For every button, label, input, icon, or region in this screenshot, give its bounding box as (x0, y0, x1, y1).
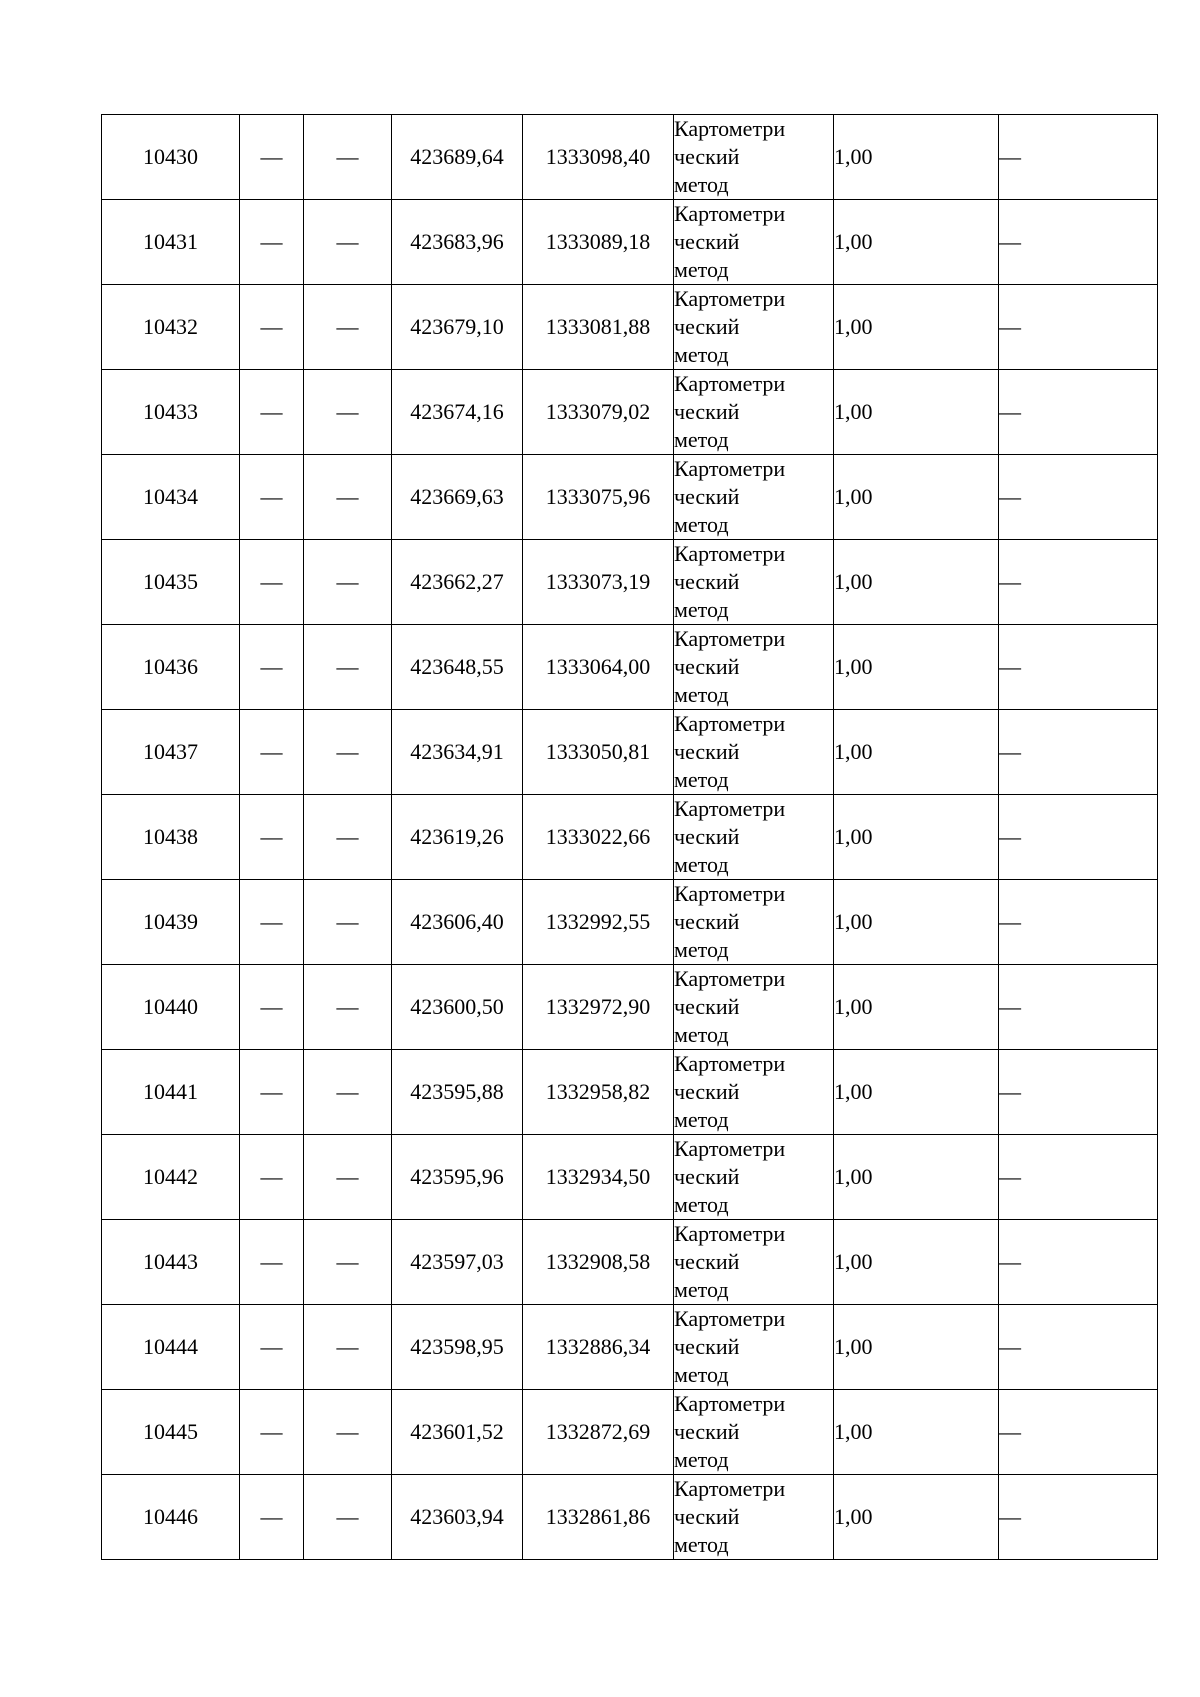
method-text-line: ческий (674, 909, 740, 934)
x-coordinate-cell: 423634,91 (392, 710, 523, 795)
table-row (102, 200, 1158, 285)
method-text-line: Картометри (674, 626, 786, 651)
accuracy-cell: 1,00 (834, 710, 999, 795)
y-coordinate-cell: 1332886,34 (523, 1305, 674, 1390)
empty-dash-cell: — (304, 1050, 392, 1135)
table-row (102, 1390, 1158, 1475)
method-text-line: метод (674, 1022, 729, 1047)
method-text-line: метод (674, 342, 729, 367)
empty-dash-cell: — (240, 1475, 304, 1560)
empty-dash-cell: — (304, 1475, 392, 1560)
empty-dash-cell: — (304, 795, 392, 880)
empty-dash-cell: — (240, 200, 304, 285)
table-row (102, 965, 1158, 1050)
method-text-line: ческий (674, 739, 740, 764)
empty-dash-cell: — (999, 115, 1158, 200)
empty-dash-cell: — (304, 1220, 392, 1305)
x-coordinate-cell: 423669,63 (392, 455, 523, 540)
method-cell (674, 1050, 834, 1135)
method-cell (674, 1220, 834, 1305)
point-number-cell: 10431 (102, 200, 240, 285)
method-text-line: ческий (674, 144, 740, 169)
empty-dash-cell: — (999, 1050, 1158, 1135)
x-coordinate-cell: 423606,40 (392, 880, 523, 965)
method-text-line: ческий (674, 569, 740, 594)
empty-dash-cell: — (999, 1305, 1158, 1390)
method-text-line: Картометри (674, 711, 786, 736)
point-number-cell: 10443 (102, 1220, 240, 1305)
accuracy-cell: 1,00 (834, 795, 999, 880)
y-coordinate-cell: 1333081,88 (523, 285, 674, 370)
method-text-line: метод (674, 1192, 729, 1217)
y-coordinate-cell: 1333064,00 (523, 625, 674, 710)
table-row (102, 1475, 1158, 1560)
empty-dash-cell: — (304, 710, 392, 795)
y-coordinate-cell: 1332861,86 (523, 1475, 674, 1560)
x-coordinate-cell: 423619,26 (392, 795, 523, 880)
method-text-line: метод (674, 852, 729, 877)
x-coordinate-cell: 423648,55 (392, 625, 523, 710)
method-cell (674, 795, 834, 880)
x-coordinate-cell: 423689,64 (392, 115, 523, 200)
table-body (102, 115, 1158, 1560)
method-text-line: ческий (674, 1079, 740, 1104)
method-cell (674, 455, 834, 540)
method-text-line: ческий (674, 229, 740, 254)
empty-dash-cell: — (999, 965, 1158, 1050)
method-cell (674, 965, 834, 1050)
y-coordinate-cell: 1333050,81 (523, 710, 674, 795)
empty-dash-cell: — (304, 1305, 392, 1390)
empty-dash-cell: — (304, 540, 392, 625)
empty-dash-cell: — (304, 880, 392, 965)
method-text-line: метод (674, 1277, 729, 1302)
empty-dash-cell: — (240, 1135, 304, 1220)
table-row (102, 1305, 1158, 1390)
empty-dash-cell: — (240, 115, 304, 200)
table-row (102, 540, 1158, 625)
method-text-line: метод (674, 597, 729, 622)
table-row (102, 1220, 1158, 1305)
empty-dash-cell: — (240, 880, 304, 965)
empty-dash-cell: — (240, 540, 304, 625)
point-number-cell: 10441 (102, 1050, 240, 1135)
method-cell (674, 285, 834, 370)
accuracy-cell: 1,00 (834, 455, 999, 540)
method-text-line: Картометри (674, 796, 786, 821)
method-text-line: Картометри (674, 1476, 786, 1501)
point-number-cell: 10444 (102, 1305, 240, 1390)
method-cell (674, 1475, 834, 1560)
method-text-line: Картометри (674, 1221, 786, 1246)
y-coordinate-cell: 1333079,02 (523, 370, 674, 455)
y-coordinate-cell: 1332992,55 (523, 880, 674, 965)
method-text-line: Картометри (674, 201, 786, 226)
accuracy-cell: 1,00 (834, 370, 999, 455)
method-text-line: метод (674, 1532, 729, 1557)
empty-dash-cell: — (999, 1390, 1158, 1475)
accuracy-cell: 1,00 (834, 1050, 999, 1135)
empty-dash-cell: — (240, 710, 304, 795)
method-text-line: метод (674, 172, 729, 197)
method-text-line: Картометри (674, 116, 786, 141)
y-coordinate-cell: 1332934,50 (523, 1135, 674, 1220)
accuracy-cell: 1,00 (834, 115, 999, 200)
method-text-line: Картометри (674, 1391, 786, 1416)
y-coordinate-cell: 1333089,18 (523, 200, 674, 285)
x-coordinate-cell: 423683,96 (392, 200, 523, 285)
method-text-line: ческий (674, 1504, 740, 1529)
empty-dash-cell: — (240, 1050, 304, 1135)
empty-dash-cell: — (304, 1390, 392, 1475)
point-number-cell: 10445 (102, 1390, 240, 1475)
empty-dash-cell: — (999, 540, 1158, 625)
method-text-line: метод (674, 682, 729, 707)
method-text-line: Картометри (674, 371, 786, 396)
empty-dash-cell: — (304, 285, 392, 370)
point-number-cell: 10432 (102, 285, 240, 370)
empty-dash-cell: — (999, 455, 1158, 540)
method-text-line: ческий (674, 314, 740, 339)
accuracy-cell: 1,00 (834, 1220, 999, 1305)
x-coordinate-cell: 423600,50 (392, 965, 523, 1050)
method-text-line: метод (674, 1362, 729, 1387)
method-text-line: ческий (674, 484, 740, 509)
method-text-line: Картометри (674, 966, 786, 991)
accuracy-cell: 1,00 (834, 965, 999, 1050)
accuracy-cell: 1,00 (834, 1135, 999, 1220)
x-coordinate-cell: 423595,88 (392, 1050, 523, 1135)
empty-dash-cell: — (240, 455, 304, 540)
method-cell (674, 1135, 834, 1220)
point-number-cell: 10436 (102, 625, 240, 710)
accuracy-cell: 1,00 (834, 625, 999, 710)
x-coordinate-cell: 423603,94 (392, 1475, 523, 1560)
method-cell (674, 625, 834, 710)
method-cell (674, 370, 834, 455)
accuracy-cell: 1,00 (834, 880, 999, 965)
empty-dash-cell: — (304, 965, 392, 1050)
method-text-line: Картометри (674, 881, 786, 906)
point-number-cell: 10430 (102, 115, 240, 200)
point-number-cell: 10440 (102, 965, 240, 1050)
method-text-line: ческий (674, 399, 740, 424)
coordinates-table (101, 114, 1158, 1560)
method-text-line: ческий (674, 824, 740, 849)
method-text-line: ческий (674, 1249, 740, 1274)
empty-dash-cell: — (999, 625, 1158, 710)
method-cell (674, 880, 834, 965)
method-text-line: Картометри (674, 1051, 786, 1076)
table-row (102, 455, 1158, 540)
x-coordinate-cell: 423595,96 (392, 1135, 523, 1220)
table-row (102, 285, 1158, 370)
empty-dash-cell: — (304, 115, 392, 200)
method-text-line: Картометри (674, 456, 786, 481)
method-text-line: ческий (674, 1164, 740, 1189)
x-coordinate-cell: 423598,95 (392, 1305, 523, 1390)
accuracy-cell: 1,00 (834, 1475, 999, 1560)
point-number-cell: 10434 (102, 455, 240, 540)
method-cell (674, 1305, 834, 1390)
empty-dash-cell: — (999, 285, 1158, 370)
empty-dash-cell: — (240, 965, 304, 1050)
y-coordinate-cell: 1332872,69 (523, 1390, 674, 1475)
table-row (102, 880, 1158, 965)
method-text-line: Картометри (674, 541, 786, 566)
method-text-line: метод (674, 767, 729, 792)
method-text-line: Картометри (674, 1306, 786, 1331)
table-row (102, 115, 1158, 200)
point-number-cell: 10446 (102, 1475, 240, 1560)
method-cell (674, 115, 834, 200)
method-text-line: метод (674, 1107, 729, 1132)
empty-dash-cell: — (240, 1390, 304, 1475)
empty-dash-cell: — (240, 370, 304, 455)
x-coordinate-cell: 423597,03 (392, 1220, 523, 1305)
empty-dash-cell: — (240, 1305, 304, 1390)
accuracy-cell: 1,00 (834, 285, 999, 370)
x-coordinate-cell: 423601,52 (392, 1390, 523, 1475)
y-coordinate-cell: 1333098,40 (523, 115, 674, 200)
point-number-cell: 10442 (102, 1135, 240, 1220)
method-cell (674, 710, 834, 795)
table-row (102, 370, 1158, 455)
method-text-line: ческий (674, 1334, 740, 1359)
empty-dash-cell: — (304, 370, 392, 455)
y-coordinate-cell: 1333075,96 (523, 455, 674, 540)
table-row (102, 1050, 1158, 1135)
empty-dash-cell: — (240, 285, 304, 370)
method-text-line: метод (674, 1447, 729, 1472)
point-number-cell: 10438 (102, 795, 240, 880)
method-text-line: Картометри (674, 286, 786, 311)
point-number-cell: 10437 (102, 710, 240, 795)
empty-dash-cell: — (304, 455, 392, 540)
empty-dash-cell: — (304, 625, 392, 710)
point-number-cell: 10433 (102, 370, 240, 455)
empty-dash-cell: — (999, 880, 1158, 965)
method-text-line: метод (674, 427, 729, 452)
empty-dash-cell: — (304, 200, 392, 285)
accuracy-cell: 1,00 (834, 200, 999, 285)
empty-dash-cell: — (240, 1220, 304, 1305)
empty-dash-cell: — (240, 795, 304, 880)
accuracy-cell: 1,00 (834, 1390, 999, 1475)
x-coordinate-cell: 423662,27 (392, 540, 523, 625)
point-number-cell: 10439 (102, 880, 240, 965)
empty-dash-cell: — (999, 1220, 1158, 1305)
method-cell (674, 1390, 834, 1475)
empty-dash-cell: — (999, 200, 1158, 285)
method-cell (674, 200, 834, 285)
empty-dash-cell: — (240, 625, 304, 710)
y-coordinate-cell: 1333073,19 (523, 540, 674, 625)
point-number-cell: 10435 (102, 540, 240, 625)
empty-dash-cell: — (999, 795, 1158, 880)
method-text-line: ческий (674, 1419, 740, 1444)
method-text-line: метод (674, 937, 729, 962)
method-text-line: ческий (674, 654, 740, 679)
empty-dash-cell: — (304, 1135, 392, 1220)
table-row (102, 1135, 1158, 1220)
table-row (102, 710, 1158, 795)
empty-dash-cell: — (999, 370, 1158, 455)
table-row (102, 625, 1158, 710)
table-row (102, 795, 1158, 880)
y-coordinate-cell: 1333022,66 (523, 795, 674, 880)
method-cell (674, 540, 834, 625)
y-coordinate-cell: 1332958,82 (523, 1050, 674, 1135)
x-coordinate-cell: 423674,16 (392, 370, 523, 455)
accuracy-cell: 1,00 (834, 540, 999, 625)
method-text-line: ческий (674, 994, 740, 1019)
x-coordinate-cell: 423679,10 (392, 285, 523, 370)
y-coordinate-cell: 1332972,90 (523, 965, 674, 1050)
y-coordinate-cell: 1332908,58 (523, 1220, 674, 1305)
method-text-line: метод (674, 512, 729, 537)
accuracy-cell: 1,00 (834, 1305, 999, 1390)
empty-dash-cell: — (999, 1135, 1158, 1220)
empty-dash-cell: — (999, 710, 1158, 795)
method-text-line: метод (674, 257, 729, 282)
method-text-line: Картометри (674, 1136, 786, 1161)
empty-dash-cell: — (999, 1475, 1158, 1560)
